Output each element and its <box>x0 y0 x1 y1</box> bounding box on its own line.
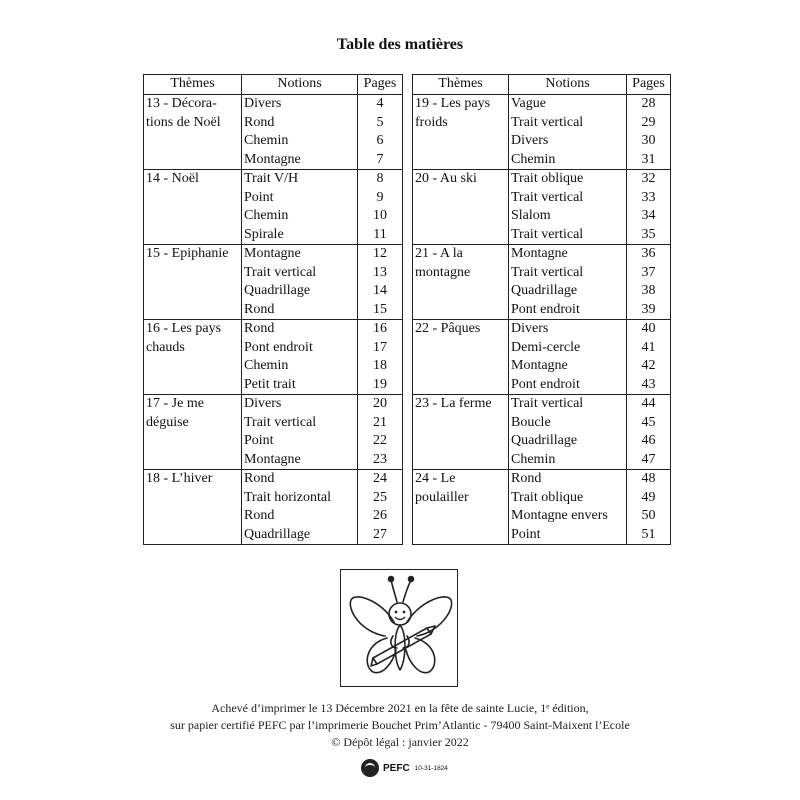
page-number: 30 <box>641 133 656 148</box>
notion-item: Trait vertical <box>511 189 584 205</box>
theme-cell <box>413 170 509 245</box>
toc-group <box>413 320 671 395</box>
notion-item: Trait oblique <box>511 171 584 186</box>
theme-line: 22 - Pâques <box>415 321 481 336</box>
header-notions: Notions <box>509 75 627 95</box>
notion-item: Divers <box>511 133 549 148</box>
page-number: 38 <box>641 283 656 298</box>
toc-group <box>413 395 671 470</box>
header-themes: Thèmes <box>144 75 242 95</box>
page-number: 12 <box>373 246 387 261</box>
notion-item: Divers <box>244 396 282 411</box>
notion-item: Montagne <box>511 246 568 261</box>
theme-cell <box>144 245 242 320</box>
toc-group <box>413 95 671 170</box>
theme-line: froids <box>415 114 448 130</box>
page-number: 22 <box>373 433 387 448</box>
page-number: 26 <box>373 508 387 523</box>
pages-cell <box>627 470 671 545</box>
toc-group <box>144 320 403 395</box>
toc-group <box>413 170 671 245</box>
theme-line: 24 - Le <box>415 471 456 486</box>
notion-item: Trait vertical <box>511 264 584 280</box>
toc-group <box>413 470 671 545</box>
page-number: 9 <box>376 189 384 205</box>
notions-cell <box>242 95 358 170</box>
notion-item: Trait vertical <box>511 396 584 411</box>
colophon-line-2: sur papier certifié PEFC par l’imprimerie Bouchet Prim’Atlantic - 79400 Saint-Maixent l’Ecole <box>170 718 630 732</box>
theme-cell <box>144 95 242 170</box>
page-number: 24 <box>373 471 387 486</box>
page-number: 40 <box>641 321 656 336</box>
header-pages: Pages <box>358 75 403 95</box>
notion-item: Chemin <box>511 451 556 467</box>
pages-cell <box>358 95 403 170</box>
theme-line: 15 - Epiphanie <box>146 246 229 261</box>
theme-line: 17 - Je me <box>146 396 204 411</box>
toc-group <box>144 470 403 545</box>
page-number: 17 <box>373 339 387 355</box>
page-number: 7 <box>376 151 384 167</box>
toc-group <box>144 245 403 320</box>
notions-cell <box>509 470 627 545</box>
page-number: 42 <box>641 358 656 373</box>
toc-table-right <box>412 74 671 545</box>
page-title: Table des matières <box>336 36 464 53</box>
notions-cell <box>509 395 627 470</box>
page-number: 44 <box>641 396 656 411</box>
pefc-certification <box>361 758 448 778</box>
page-number: 36 <box>641 246 656 261</box>
colophon-line-1: Achevé d’imprimer le 13 Décembre 2021 en la fête de sainte Lucie, 1ᵉ édition, <box>211 701 589 715</box>
notions-cell <box>242 320 358 395</box>
theme-line: chauds <box>146 339 185 355</box>
page-number: 28 <box>641 96 656 111</box>
notions-cell <box>509 320 627 395</box>
colophon <box>0 700 800 751</box>
pages-cell <box>358 170 403 245</box>
toc-group <box>144 95 403 170</box>
theme-line: 20 - Au ski <box>415 171 477 186</box>
notions-cell <box>242 395 358 470</box>
page-number: 20 <box>373 396 387 411</box>
page-number: 21 <box>373 414 387 430</box>
theme-line: tions de Noël <box>146 114 221 130</box>
theme-line: déguise <box>146 414 189 430</box>
toc-group <box>144 170 403 245</box>
notion-item: Trait oblique <box>511 489 584 505</box>
notion-item: Slalom <box>511 208 551 223</box>
notion-item: Montagne <box>244 451 301 467</box>
notion-item: Rond <box>244 508 275 523</box>
page-number: 37 <box>641 264 656 280</box>
pages-cell <box>627 95 671 170</box>
theme-line: 19 - Les pays <box>415 96 491 111</box>
page-number: 39 <box>641 301 656 317</box>
notion-item: Divers <box>511 321 549 336</box>
pages-cell <box>627 245 671 320</box>
pages-cell <box>358 320 403 395</box>
toc-group <box>144 395 403 470</box>
notion-item: Demi-cercle <box>511 339 581 355</box>
notion-item: Point <box>244 433 274 448</box>
page-number: 48 <box>641 471 656 486</box>
page-number: 11 <box>373 226 387 242</box>
notion-item: Quadrillage <box>511 283 578 298</box>
notions-cell <box>509 245 627 320</box>
colophon-line-3: © Dépôt légal : janvier 2022 <box>331 735 469 749</box>
notion-item: Trait vertical <box>511 226 584 242</box>
page-number: 34 <box>641 208 656 223</box>
notion-item: Pont endroit <box>511 376 580 392</box>
notion-item: Trait vertical <box>511 114 584 130</box>
notion-item: Chemin <box>244 358 289 373</box>
notion-item: Trait horizontal <box>244 489 331 505</box>
notion-item: Quadrillage <box>244 283 311 298</box>
page-number: 31 <box>641 151 656 167</box>
header-notions: Notions <box>242 75 358 95</box>
page-number: 23 <box>373 451 387 467</box>
page-number: 35 <box>641 226 656 242</box>
notions-cell <box>509 170 627 245</box>
notion-item: Divers <box>244 96 282 111</box>
page-number: 4 <box>376 96 384 111</box>
page-number: 46 <box>641 433 656 448</box>
pefc-code: 10-31-1824 <box>414 764 448 772</box>
notion-item: Trait V/H <box>244 171 299 186</box>
page-number: 5 <box>376 114 384 130</box>
publisher-logo <box>340 569 458 687</box>
notion-item: Rond <box>244 301 275 317</box>
theme-cell <box>144 170 242 245</box>
page-number: 25 <box>373 489 387 505</box>
notion-item: Vague <box>511 96 546 111</box>
notion-item: Rond <box>244 321 275 336</box>
notion-item: Montagne <box>244 151 301 167</box>
page-number: 50 <box>641 508 656 523</box>
header-pages: Pages <box>627 75 671 95</box>
notion-item: Quadrillage <box>244 526 311 542</box>
notion-item: Petit trait <box>244 376 296 392</box>
pages-cell <box>358 245 403 320</box>
page-number: 10 <box>373 208 387 223</box>
page-number: 33 <box>641 189 656 205</box>
page-number: 13 <box>373 264 387 280</box>
page-number: 49 <box>641 489 656 505</box>
notion-item: Trait vertical <box>244 264 317 280</box>
notion-item: Rond <box>244 114 275 130</box>
theme-cell <box>413 470 509 545</box>
notions-cell <box>242 245 358 320</box>
page-number: 47 <box>641 451 656 467</box>
page-number: 51 <box>641 526 656 542</box>
notion-item: Rond <box>244 471 275 486</box>
page-number: 41 <box>641 339 656 355</box>
notions-cell <box>509 95 627 170</box>
notion-item: Quadrillage <box>511 433 578 448</box>
notion-item: Rond <box>511 471 542 486</box>
notion-item: Montagne <box>244 246 301 261</box>
notion-item: Boucle <box>511 414 551 430</box>
toc-group <box>413 245 671 320</box>
theme-cell <box>144 320 242 395</box>
toc-table-left <box>143 74 403 545</box>
notion-item: Trait vertical <box>244 414 317 430</box>
page-number: 8 <box>376 171 384 186</box>
theme-cell <box>413 320 509 395</box>
notion-item: Spirale <box>244 226 284 242</box>
page-number: 19 <box>373 376 387 392</box>
theme-line: 16 - Les pays <box>146 321 222 336</box>
butterfly-with-pencil-icon <box>341 570 459 688</box>
theme-cell <box>413 395 509 470</box>
pages-cell <box>358 470 403 545</box>
page-number: 43 <box>641 376 656 392</box>
theme-line: montagne <box>415 264 471 280</box>
theme-cell <box>413 95 509 170</box>
notion-item: Chemin <box>244 208 289 223</box>
theme-line: 18 - L’hiver <box>146 471 213 486</box>
page-number: 6 <box>376 133 384 148</box>
pages-cell <box>627 170 671 245</box>
pefc-label: PEFC <box>383 762 410 774</box>
pages-cell <box>627 395 671 470</box>
pages-cell <box>627 320 671 395</box>
theme-line: 14 - Noël <box>146 171 199 186</box>
page-number: 32 <box>641 171 656 186</box>
notion-item: Pont endroit <box>244 339 313 355</box>
theme-cell <box>144 395 242 470</box>
theme-line: 21 - A la <box>415 246 463 261</box>
pefc-tree-icon <box>361 759 379 777</box>
notion-item: Point <box>511 526 541 542</box>
notion-item: Montagne envers <box>511 508 608 523</box>
theme-line: 23 - La ferme <box>415 396 492 411</box>
page-number: 45 <box>641 414 656 430</box>
pages-cell <box>358 395 403 470</box>
page-number: 18 <box>373 358 387 373</box>
page-number: 15 <box>373 301 387 317</box>
notion-item: Pont endroit <box>511 301 580 317</box>
header-themes: Thèmes <box>413 75 509 95</box>
theme-line: poulailler <box>415 489 469 505</box>
theme-cell <box>144 470 242 545</box>
notion-item: Chemin <box>244 133 289 148</box>
page-number: 14 <box>373 283 387 298</box>
theme-line: 13 - Décora- <box>146 96 217 111</box>
theme-cell <box>413 245 509 320</box>
page-number: 29 <box>641 114 656 130</box>
page-number: 27 <box>373 526 387 542</box>
notion-item: Chemin <box>511 151 556 167</box>
notion-item: Montagne <box>511 358 568 373</box>
notions-cell <box>242 470 358 545</box>
notion-item: Point <box>244 189 274 205</box>
notions-cell <box>242 170 358 245</box>
page-number: 16 <box>373 321 387 336</box>
